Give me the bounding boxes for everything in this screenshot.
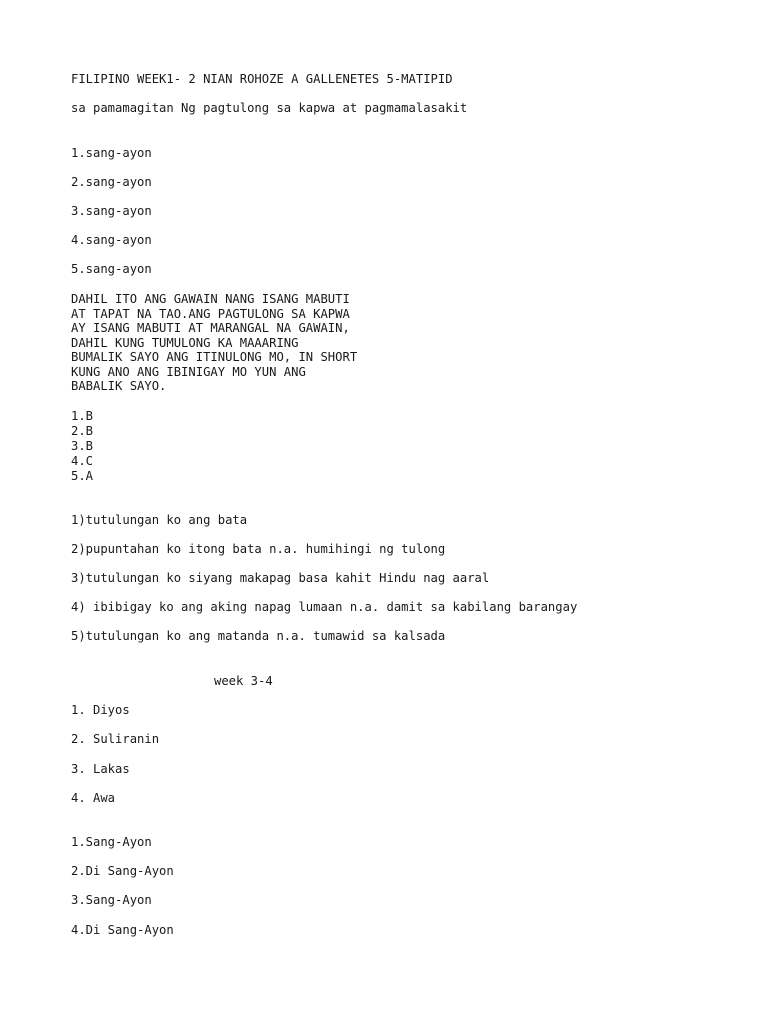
action-item: 1)tutulungan ko ang bata: [71, 513, 248, 527]
answer-item: 1.B: [71, 409, 94, 423]
paragraph-line: AT TAPAT NA TAO.ANG PAGTULONG SA KAPWA: [71, 306, 350, 321]
action-item: 3)tutulungan ko siyang makapag basa kahit Hindu nag aaral: [71, 571, 490, 585]
paragraph-line: BUMALIK SAYO ANG ITINULONG MO, IN SHORT: [71, 350, 358, 364]
action-item: 2)pupuntahan ko itong bata n.a. humihingi ng tulong: [71, 542, 446, 556]
action-item: 4) ibibigay ko ang aking napag lumaan n.a. damit sa kabilang barangay: [71, 600, 578, 614]
action-item: 5)tutulungan ko ang matanda n.a. tumawid sa kalsada: [71, 629, 446, 643]
answer-item: 2.B: [71, 424, 94, 438]
agreement-item: 2.Di Sang-Ayon: [71, 864, 174, 878]
agreement-item: 3.Sang-Ayon: [71, 893, 152, 907]
week-label: week 3-4: [214, 674, 273, 688]
sang-ayon-item: 5.sang-ayon: [71, 262, 152, 276]
agreement-item: 1.Sang-Ayon: [71, 835, 152, 849]
paragraph-line: AY ISANG MABUTI AT MARANGAL NA GAWAIN,: [71, 321, 350, 335]
word-item: 3. Lakas: [71, 762, 130, 776]
document-header: FILIPINO WEEK1- 2 NIAN ROHOZE A GALLENETES 5-MATIPID: [71, 72, 453, 86]
answer-item: 4.C: [71, 454, 94, 468]
paragraph-line: KUNG ANO ANG IBINIGAY MO YUN ANG: [71, 364, 306, 379]
sang-ayon-item: 1.sang-ayon: [71, 146, 152, 160]
sang-ayon-item: 2.sang-ayon: [71, 175, 152, 189]
word-item: 4. Awa: [71, 791, 116, 805]
answer-item: 5.A: [71, 469, 94, 483]
document-subtitle: sa pamamagitan Ng pagtulong sa kapwa at pagmamalasakit: [71, 101, 468, 115]
word-item: 2. Suliranin: [71, 732, 160, 746]
agreement-item: 4.Di Sang-Ayon: [71, 923, 174, 937]
paragraph-line: DAHIL KUNG TUMULONG KA MAAARING: [71, 335, 299, 350]
paragraph-line: DAHIL ITO ANG GAWAIN NANG ISANG MABUTI: [71, 292, 350, 306]
answer-item: 3.B: [71, 439, 94, 453]
paragraph-line: BABALIK SAYO.: [71, 379, 167, 393]
sang-ayon-item: 4.sang-ayon: [71, 233, 152, 247]
word-item: 1. Diyos: [71, 703, 130, 717]
sang-ayon-item: 3.sang-ayon: [71, 204, 152, 218]
